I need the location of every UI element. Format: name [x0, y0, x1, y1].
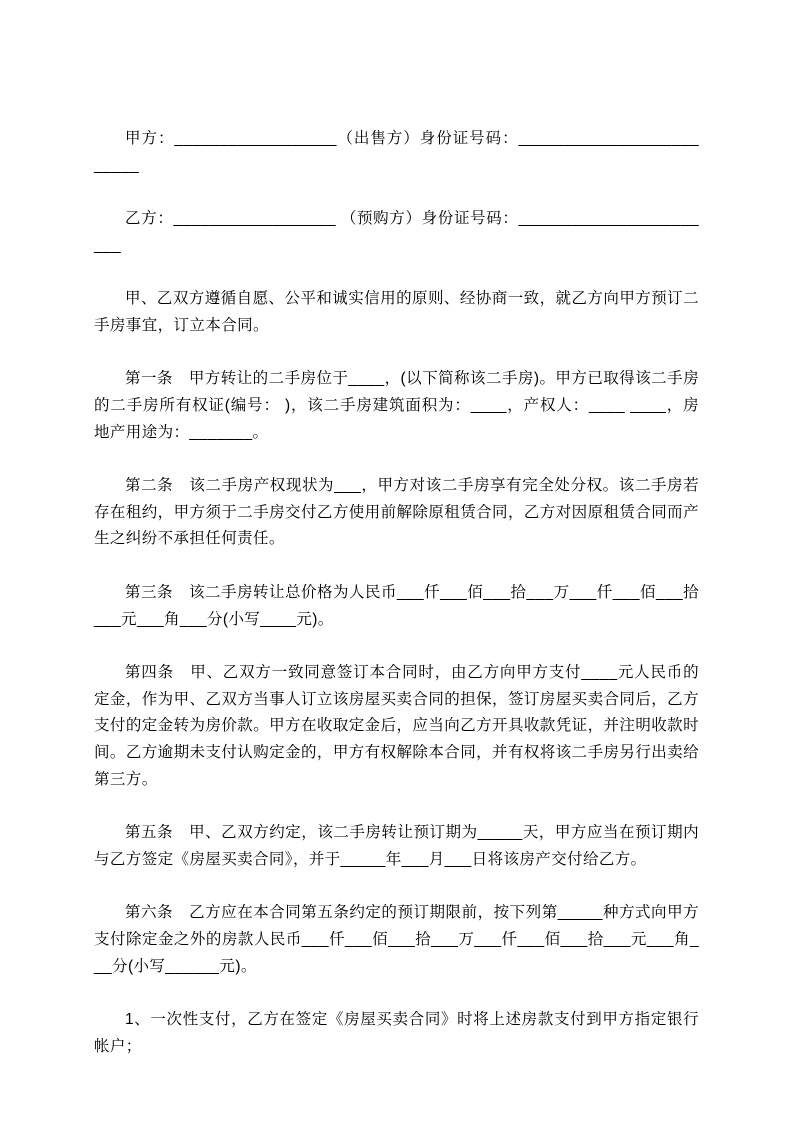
party-a-line: 甲方：__________________（出售方）身份证号码：_________________________ [94, 130, 699, 174]
contract-clause-1: 第一条 甲方转让的二手房位于____，(以下简称该二手房)。甲方已取得该二手房的二手房所有权证(编号： )，该二手房建筑面积为：____，产权人：____ ____，房地产用途为：_______。 [94, 370, 699, 441]
contract-preamble: 甲、乙双方遵循自愿、公平和诚实信用的原则、经协商一致，就乙方向甲方预订二手房事宜，订立本合同。 [94, 290, 699, 334]
contract-clause-5: 第五条 甲、乙双方约定，该二手房转让预订期为_____天，甲方应当在预订期内与乙方签定《房屋买卖合同》，并于_____年___月___日将该房产交付给乙方。 [94, 824, 699, 868]
contract-clause-2: 第二条 该二手房产权现状为___，甲方对该二手房享有完全处分权。该二手房若存在租约，甲方须于二手房交付乙方使用前解除原租赁合同，乙方对因原租赁合同而产生之纠纷不承担任何责任。 [94, 477, 699, 548]
contract-body [94, 126, 699, 1060]
payment-option-1: 1、一次性支付，乙方在签定《房屋买卖合同》时将上述房款支付到甲方指定银行帐户； [94, 1011, 699, 1055]
contract-clause-6: 第六条 乙方应在本合同第五条约定的预订期限前，按下列第_____种方式向甲方支付除定金之外的房款人民币___仟___佰___拾___万___仟___佰___拾___元___角___分(小写______元)。 [94, 904, 699, 975]
contract-clause-3: 第三条 该二手房转让总价格为人民币___仟___佰___拾___万___仟___佰___拾___元___角___分(小写____元)。 [94, 583, 699, 628]
contract-clause-4: 第四条 甲、乙双方一致同意签订本合同时，由乙方向甲方支付____元人民币的定金，作为甲、乙双方当事人订立该房屋买卖合同的担保，签订房屋买卖合同后，乙方支付的定金转为房价款。甲方在收取定金后，应当向乙方开具收款凭证，并注明收款时间。乙方逾期未支付认购定金的，甲方有权解除本合同，并有权将该二手房另行出卖给第三方。 [94, 663, 699, 788]
party-b-line: 乙方：__________________ （预购方）身份证号码：_______________________ [94, 210, 699, 254]
